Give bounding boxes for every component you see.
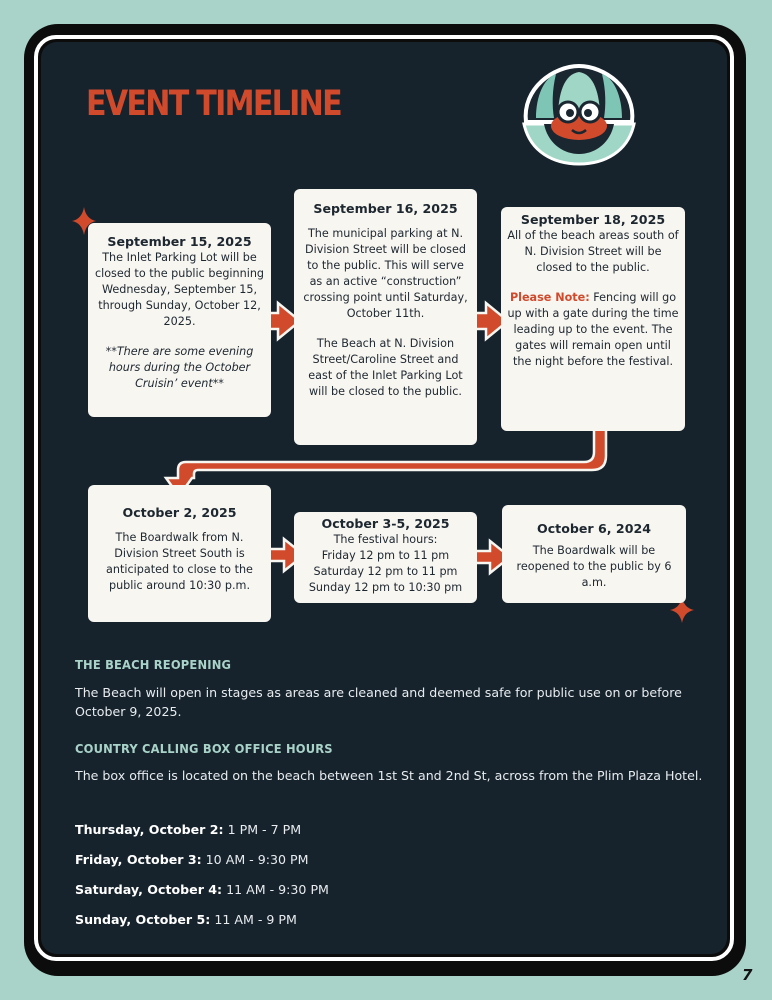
page-number: 7 <box>742 966 753 984</box>
hours-day: Friday, October 3: <box>75 852 202 867</box>
hours-time: 11 AM - 9:30 PM <box>226 882 329 897</box>
timeline-card-oct3-5 <box>294 512 477 603</box>
timeline-card-oct2 <box>88 485 271 622</box>
hours-row <box>75 912 297 927</box>
card-date: October 2, 2025 <box>122 505 237 520</box>
card-body: All of the beach areas south of N. Division Street will be closed to the public. <box>507 229 679 274</box>
hours-day: Sunday, October 5: <box>75 912 211 927</box>
card-date: September 18, 2025 <box>520 212 666 227</box>
hours-time: 10 AM - 9:30 PM <box>205 852 309 867</box>
card-date: September 15, 2025 <box>107 234 252 249</box>
timeline-card-oct6 <box>502 505 686 603</box>
card-body: The Boardwalk from N. Division Street South is anticipated to close to the public around 10:30 p.m. <box>106 531 253 592</box>
note-label: Please Note: <box>509 291 590 304</box>
timeline-card-sep18 <box>501 207 685 431</box>
card-line: Friday 12 pm to 11 pm <box>321 549 450 562</box>
card-date: September 16, 2025 <box>313 201 458 216</box>
hours-row <box>75 852 308 867</box>
card-body: The Boardwalk will be reopened to the public by 6 a.m. <box>516 544 672 589</box>
page-title: EVENT TIMELINE <box>86 84 341 124</box>
reopening-text: The Beach will open in stages as areas are cleaned and deemed safe for public use on or before October 9, 2025. <box>75 685 682 719</box>
hours-day: Saturday, October 4: <box>75 882 223 897</box>
card-note: **There are some evening hours during the October Cruisin’ event** <box>105 345 254 390</box>
box-office-text: The box office is located on the beach between 1st St and 2nd St, across from the Plim Plaza Hotel. <box>75 768 703 783</box>
hours-time: 11 AM - 9 PM <box>214 912 297 927</box>
reopening-heading: THE BEACH REOPENING <box>75 657 232 672</box>
timeline-card-sep15 <box>88 223 271 417</box>
box-office-heading: COUNTRY CALLING BOX OFFICE HOURS <box>75 741 333 756</box>
timeline-card-sep16 <box>294 189 477 445</box>
card-line: Saturday 12 pm to 11 pm <box>313 565 458 578</box>
hours-row <box>75 822 301 837</box>
hours-row <box>75 882 329 897</box>
card-body: The municipal parking at N. Division Street will be closed to the public. This will serve as an active “construction” crossing point until Saturday, October 11th. <box>303 227 468 320</box>
card-line: Sunday 12 pm to 10:30 pm <box>308 581 463 594</box>
card-date: October 6, 2024 <box>537 521 651 536</box>
card-note <box>507 290 679 370</box>
hours-day: Thursday, October 2: <box>75 822 224 837</box>
card-date: October 3-5, 2025 <box>321 516 450 531</box>
note-text: Fencing will go up with a gate during the time leading up to the event. The gates will remain open until the night before the festival. <box>507 291 679 368</box>
card-body: The Inlet Parking Lot will be closed to the public beginning Wednesday, September 15, through Sunday, October 12, 2025. <box>94 251 265 328</box>
card-line: The festival hours: <box>333 533 438 546</box>
card-body-2: The Beach at N. Division Street/Caroline Street and east of the Inlet Parking Lot will be closed to the public. <box>308 337 463 398</box>
hours-time: 1 PM - 7 PM <box>227 822 302 837</box>
